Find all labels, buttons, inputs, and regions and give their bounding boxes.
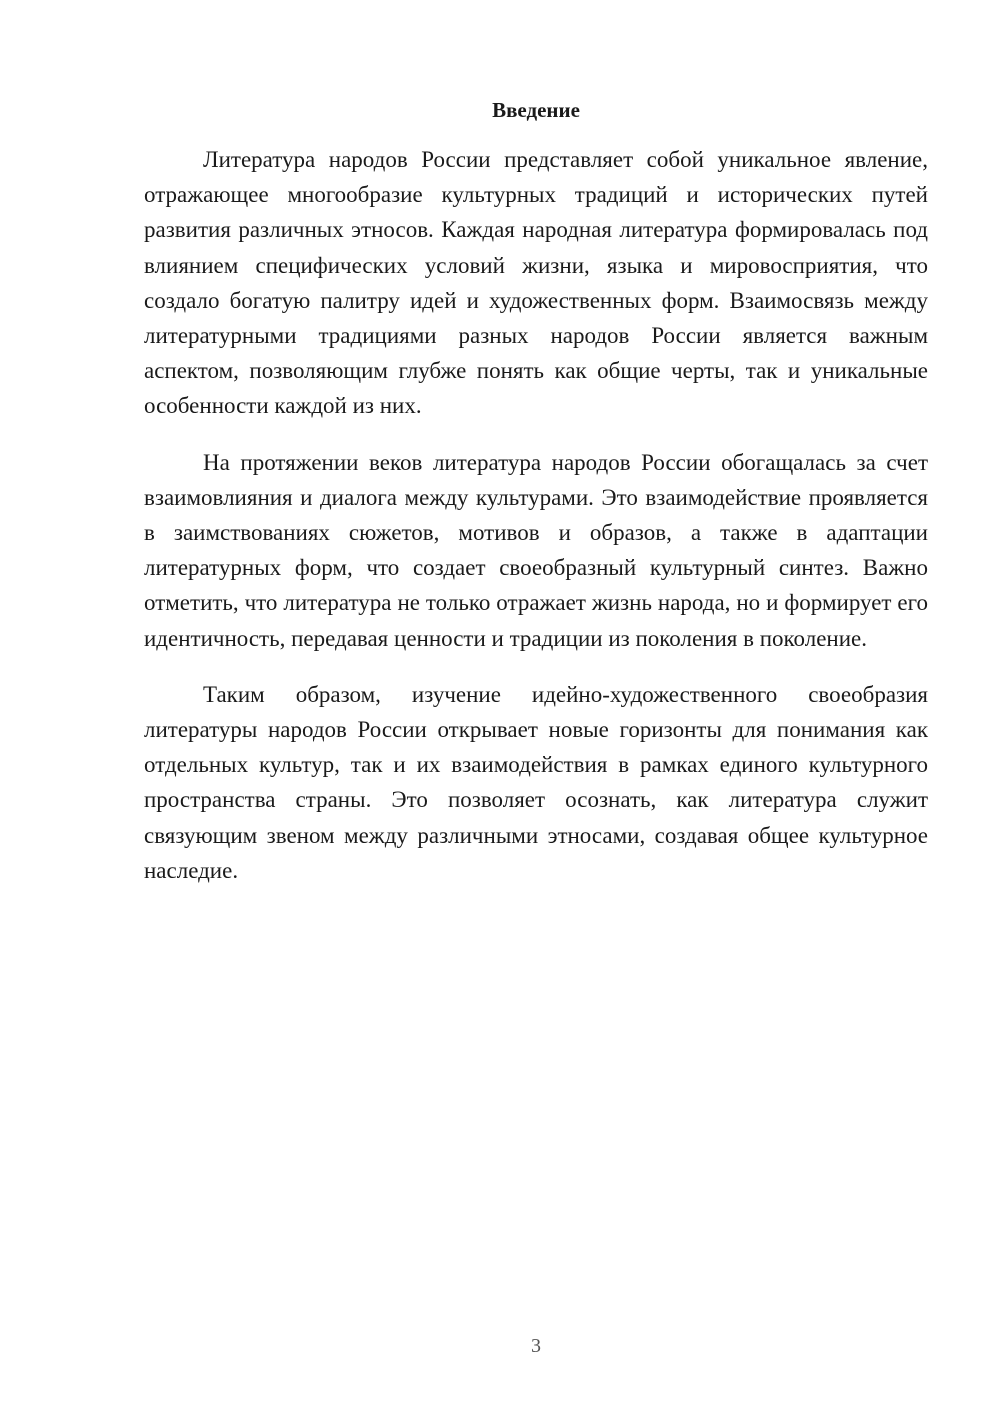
page-number: 3 xyxy=(531,1335,541,1357)
paragraph-2: На протяжении веков литература народов России обогащалась за счет взаимовлияния и диалога между культурами. Это взаимодействие проявляется в заимствованиях сюжетов, мотивов и образов, а также в адаптации литературных форм, что создает своеобразный культурный синтез. Важно отметить, что литература не только отражает жизнь народа, но и формирует его идентичность, передавая ценности и традиции из поколения в поколение. xyxy=(144,449,928,651)
body-text xyxy=(144,142,928,909)
paragraph-1: Литература народов России представляет собой уникальное явление, отражающее многообразие культурных традиций и исторических путей развития различных этносов. Каждая народная литература формировалась под влиянием специфических условий жизни, языка и мировосприятия, что создало богатую палитру идей и художественных форм. Взаимосвязь между литературными традициями разных народов России является важным аспектом, позволяющим глубже понять как общие черты, так и уникальные особенности каждой из них. xyxy=(144,147,928,419)
paragraph-3: Таким образом, изучение идейно-художественного своеобразия литературы народов России открывает новые горизонты для понимания как отдельных культур, так и их взаимодействия в рамках единого культурного пространства страны. Это позволяет осознать, как литература служит связующим звеном между различными этносами, создавая общее культурное наследие. xyxy=(144,681,928,883)
section-heading: Введение xyxy=(492,98,580,122)
